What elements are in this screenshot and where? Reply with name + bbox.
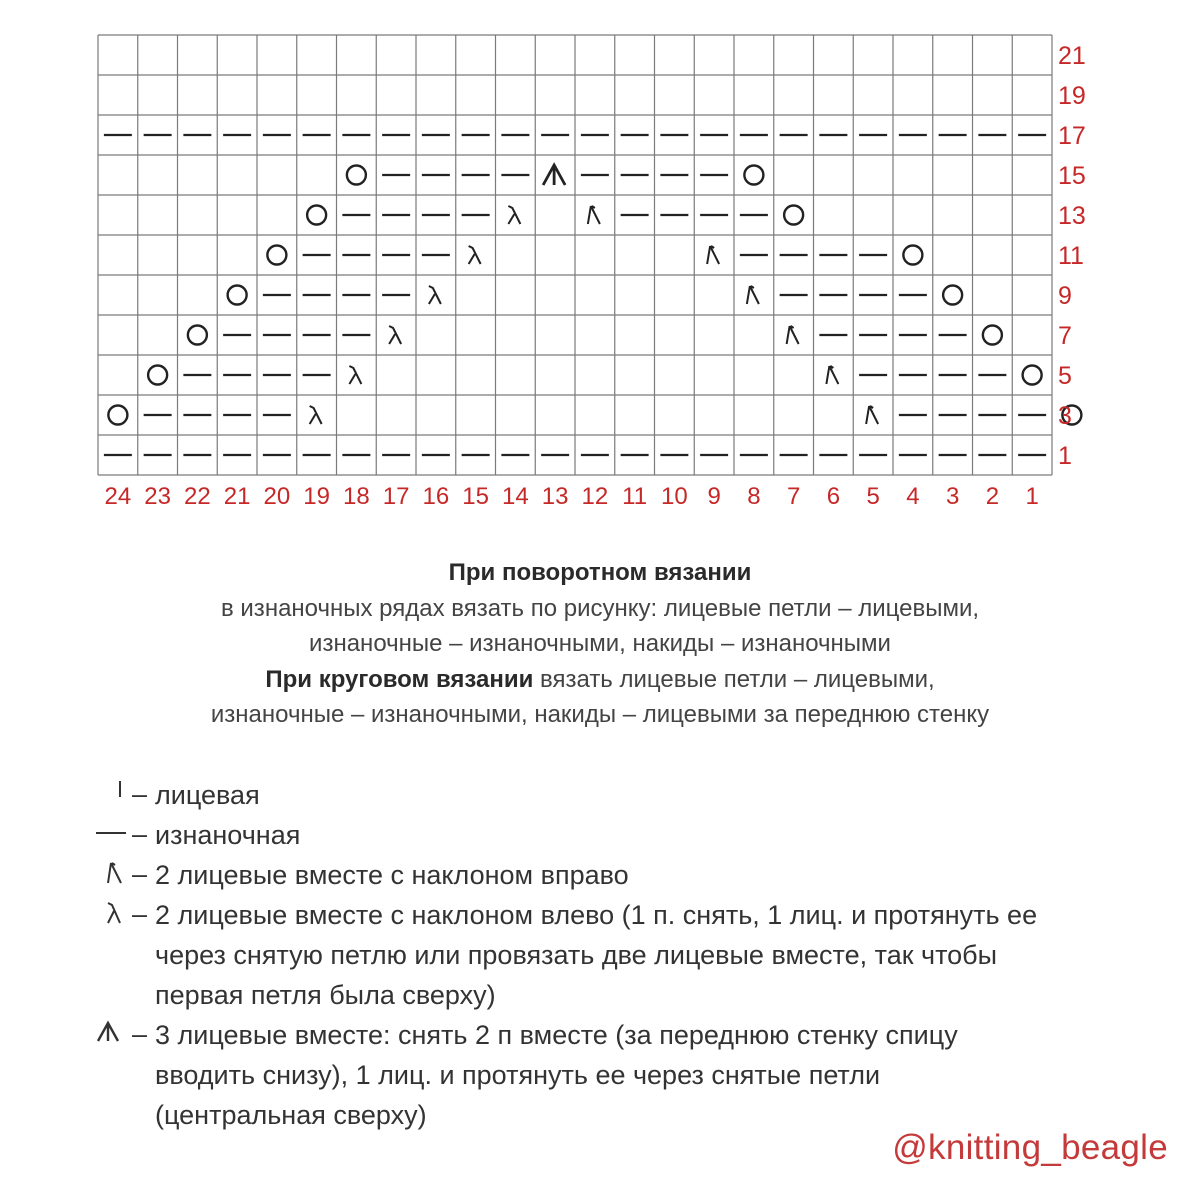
column-number: 21: [223, 483, 251, 510]
yarn-over-symbol: [188, 326, 207, 345]
yarn-over-symbol: [307, 206, 326, 225]
k2tog-right-symbol: [588, 206, 600, 224]
row-number: 1: [1058, 442, 1072, 470]
yarn-over-symbol: [228, 286, 247, 305]
column-number: 22: [184, 483, 211, 510]
column-number: 9: [707, 483, 721, 510]
yarn-over-symbol: [347, 166, 366, 185]
yarn-over-symbol: [744, 166, 763, 185]
row-number: 5: [1058, 362, 1072, 390]
column-number: 1: [1025, 483, 1039, 510]
k2tog-right-symbol: [787, 326, 799, 344]
yarn-over-symbol: [108, 406, 127, 425]
row-number: 15: [1058, 162, 1086, 190]
knitting-chart: [0, 0, 1200, 520]
flat-knitting-line-1: в изнаночных рядах вязать по рисунку: лицевые петли – лицевыми,: [220, 594, 980, 622]
row-number: 9: [1058, 282, 1072, 310]
row-number: 21: [1058, 42, 1086, 70]
column-number: 10: [661, 483, 688, 510]
k2tog-right-symbol: [747, 286, 759, 304]
k2tog-right-symbol: [826, 366, 838, 384]
column-number: 5: [866, 483, 880, 510]
column-number: 6: [826, 483, 841, 510]
k2tog-left-symbol: [429, 286, 441, 304]
author-handle: @knitting_beagle: [892, 1128, 1168, 1167]
k2tog-right-symbol: [707, 246, 719, 264]
flat-knitting-title: При поворотном вязании: [448, 559, 752, 586]
column-number: 4: [906, 483, 920, 510]
yarn-over-symbol: [784, 206, 803, 225]
column-number: 13: [541, 483, 569, 510]
yarn-over-symbol: [903, 246, 922, 265]
row-number: 3: [1058, 402, 1072, 430]
column-number: 2: [985, 483, 1000, 510]
column-number: 23: [144, 483, 171, 510]
column-number: 8: [747, 483, 761, 510]
k2tog-left-symbol: [349, 366, 361, 384]
instructions: [0, 555, 1200, 733]
column-number: 3: [945, 483, 960, 510]
round-knitting-line-1: вязать лицевые петли – лицевыми,: [533, 665, 935, 693]
yarn-over-symbol: [943, 286, 962, 305]
column-number: 18: [343, 483, 370, 510]
row-number: 13: [1058, 202, 1086, 230]
yarn-over-symbol: [983, 326, 1002, 345]
k3tog-center-symbol: [543, 165, 565, 185]
column-number: 16: [422, 483, 450, 510]
yarn-over-symbol: [1023, 366, 1042, 385]
k3tog-center-icon: [96, 1015, 136, 1051]
k2tog-left-symbol: [310, 406, 322, 424]
flat-knitting-line-2: изнаночные – изнаночными, накиды – изнаночными: [309, 630, 891, 657]
column-number: 24: [104, 483, 132, 510]
row-number: 7: [1058, 322, 1072, 350]
purl-icon: [96, 815, 136, 851]
row-number: 17: [1058, 122, 1086, 150]
column-number: 15: [462, 483, 489, 510]
yarn-over-symbol: [267, 246, 286, 265]
row-number: 11: [1058, 242, 1084, 270]
column-number: 7: [786, 483, 801, 510]
round-knitting-title: При круговом вязании: [265, 665, 534, 693]
column-number: 12: [581, 483, 609, 510]
column-number: 20: [263, 483, 291, 510]
row-number: 19: [1058, 82, 1086, 110]
round-knitting-line-2: изнаночные – изнаночными, накиды – лицевыми за переднюю стенку: [210, 701, 990, 728]
k2tog-left-symbol: [508, 206, 520, 224]
yarn-over-symbol: [148, 366, 167, 385]
column-number: 14: [502, 483, 529, 510]
column-number: 17: [382, 483, 410, 510]
k2tog-right-symbol: [866, 406, 878, 424]
column-number: 11: [622, 483, 648, 510]
k2tog-left-symbol: [389, 326, 401, 344]
k2tog-left-symbol: [469, 246, 481, 264]
column-number: 19: [303, 483, 330, 510]
